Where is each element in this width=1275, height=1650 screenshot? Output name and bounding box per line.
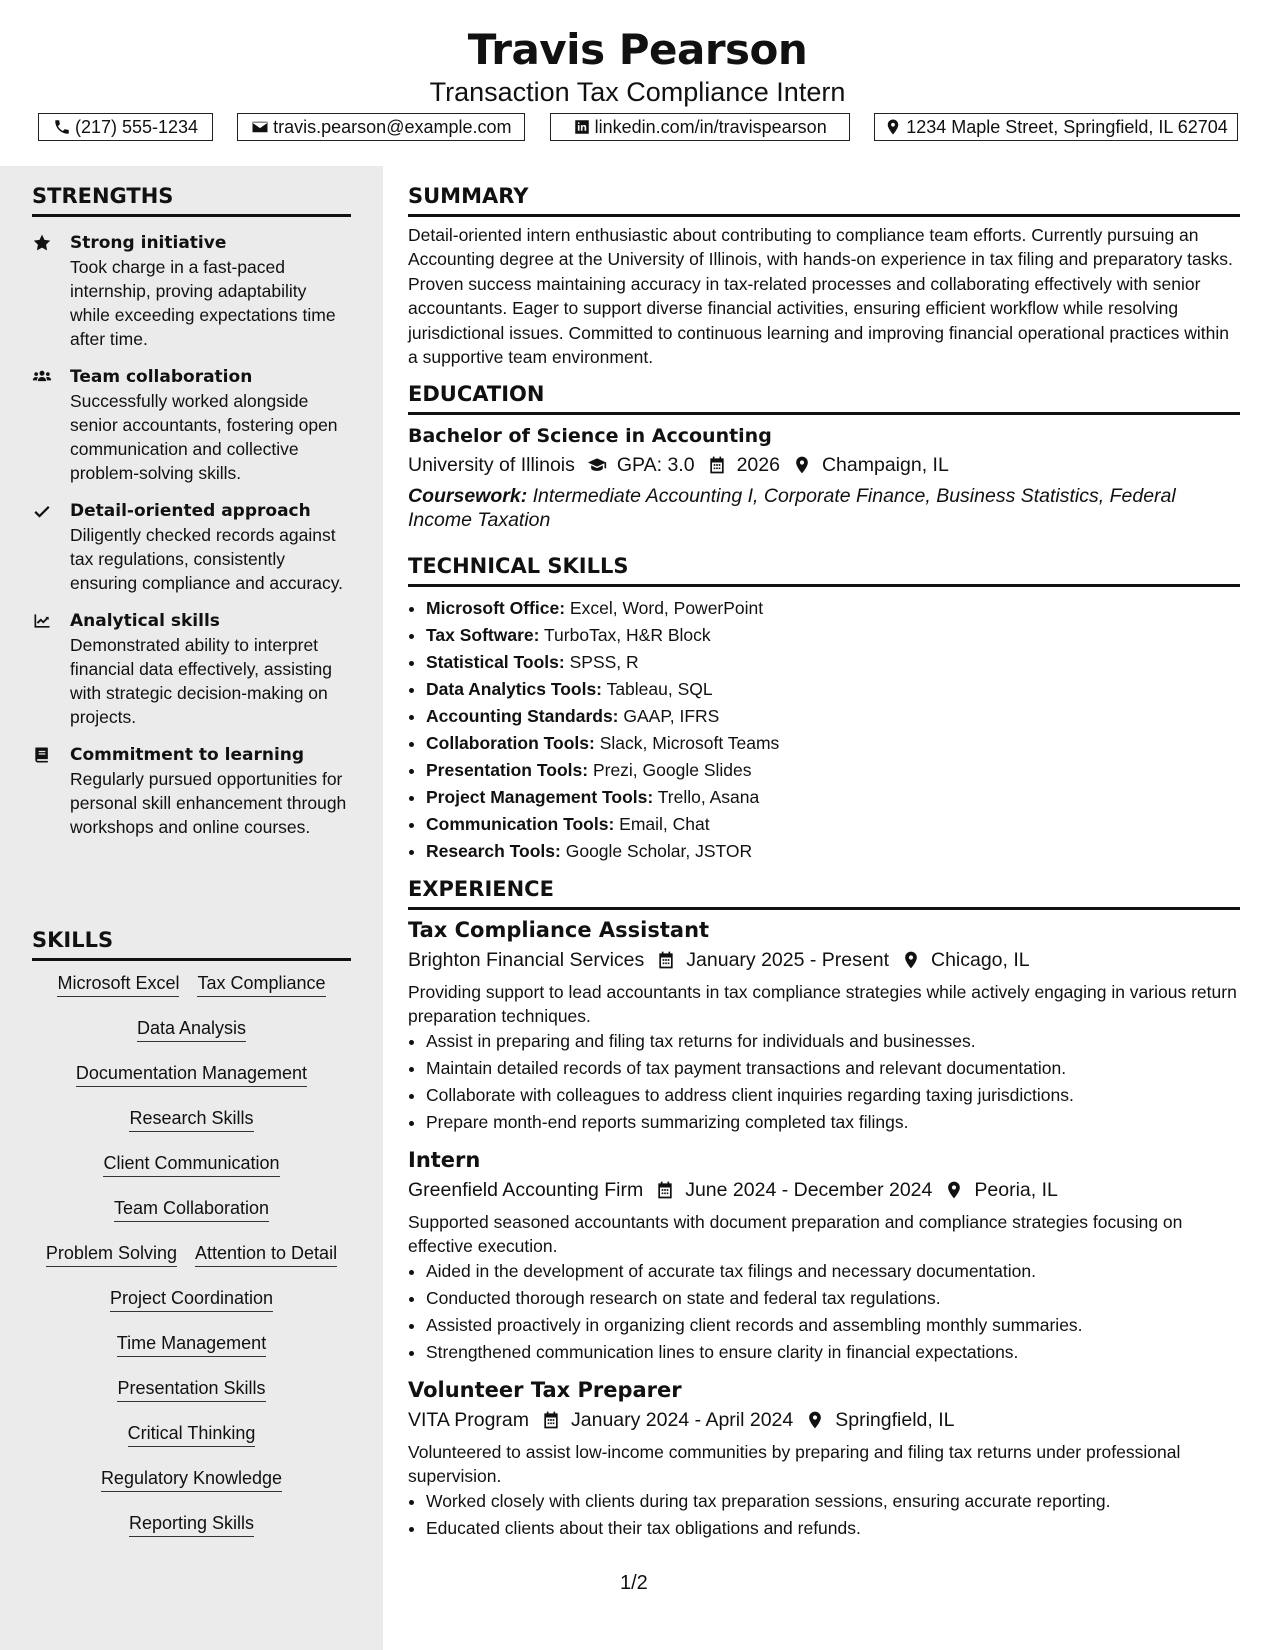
strengths-section [32, 182, 351, 839]
list-item: • Aided in the development of accurate tax filings and necessary documentation. [426, 1258, 1240, 1285]
list-item: • Assist in preparing and filing tax returns for individuals and businesses. [426, 1028, 1240, 1055]
skill-tag: Presentation Skills [117, 1376, 265, 1402]
contact-email[interactable] [237, 113, 525, 141]
strength-title: Detail-oriented approach [70, 501, 311, 521]
list-item [426, 622, 1240, 649]
tech-skill-label: Project Management Tools: [426, 787, 654, 808]
map-pin-icon [884, 118, 902, 136]
skill-tag: Project Coordination [110, 1286, 273, 1312]
experience-section [408, 875, 1240, 1542]
coursework-list: Intermediate Accounting I, Corporate Finance, Business Statistics, Federal Income Taxation [408, 485, 1176, 532]
phone-icon [53, 118, 71, 136]
book-icon [32, 745, 52, 765]
skills-list [32, 971, 351, 1556]
strength-item [32, 231, 351, 351]
list-item [426, 784, 1240, 811]
skill-tag: Reporting Skills [129, 1511, 254, 1537]
map-pin-icon [944, 1180, 964, 1200]
job-description: Providing support to lead accountants in tax compliance strategies while actively engaging in various return preparation techniques. [408, 982, 1237, 1027]
contact-address[interactable] [874, 113, 1238, 141]
skill-tag: Client Communication [103, 1151, 279, 1177]
strength-item [32, 743, 351, 839]
education-section [408, 380, 1240, 532]
skill-tag: Tax Compliance [197, 971, 325, 997]
tech-skill-label: Presentation Tools: [426, 760, 589, 781]
page-number: 1/2 [620, 1572, 648, 1594]
list-item [426, 649, 1240, 676]
sidebar [0, 166, 383, 1650]
candidate-title: Transaction Tax Compliance Intern [429, 77, 846, 107]
tech-skill-label: Communication Tools: [426, 814, 615, 835]
job-entry [408, 1146, 1240, 1366]
list-item: • Educated clients about their tax obligations and refunds. [426, 1515, 1240, 1542]
job-bullets [408, 1488, 1240, 1542]
graduation-cap-icon [587, 455, 607, 475]
strength-item [32, 609, 351, 729]
map-pin-icon [792, 455, 812, 475]
job-title: Volunteer Tax Preparer [408, 1378, 682, 1403]
company-name: Brighton Financial Services [408, 949, 645, 972]
school-location: Champaign, IL [821, 454, 949, 477]
contact-linkedin-text: linkedin.com/in/travispearson [594, 116, 827, 137]
skill-tag: Research Skills [129, 1106, 253, 1132]
school-name: University of Illinois [408, 454, 575, 477]
strength-desc: Took charge in a fast-paced internship, proving adaptability while exceeding expectations time after time. [70, 257, 336, 349]
strength-title: Analytical skills [70, 611, 220, 631]
strength-title: Commitment to learning [70, 745, 305, 765]
tech-skill-value: SPSS, R [569, 652, 639, 673]
technical-skills-list [408, 595, 1240, 865]
skill-tag: Documentation Management [76, 1061, 307, 1087]
job-dates: June 2024 - December 2024 [685, 1179, 933, 1202]
experience-heading: EXPERIENCE [408, 875, 1240, 910]
education-meta [408, 449, 1240, 481]
tech-skill-label: Data Analytics Tools: [426, 679, 603, 700]
strength-item [32, 365, 351, 485]
tech-skill-label: Microsoft Office: [426, 598, 566, 619]
main-column [408, 166, 1240, 1542]
list-item: • Assisted proactively in organizing client records and assembling monthly summaries. [426, 1312, 1240, 1339]
check-icon [32, 501, 52, 521]
technical-skills-section [408, 552, 1240, 865]
strength-item [32, 499, 351, 595]
contact-phone-text: (217) 555-1234 [74, 116, 199, 137]
graduation-year: 2026 [736, 454, 780, 477]
coursework [408, 484, 1240, 532]
summary-section [408, 182, 1240, 369]
skill-tag: Problem Solving [46, 1241, 177, 1267]
calendar-icon [655, 1180, 675, 1200]
skill-tag: Team Collaboration [114, 1196, 269, 1222]
list-item [426, 595, 1240, 622]
job-dates: January 2025 - Present [686, 949, 889, 972]
tech-skill-value: Excel, Word, PowerPoint [569, 598, 764, 619]
chart-line-icon [32, 611, 52, 631]
map-pin-icon [805, 1410, 825, 1430]
skill-tag: Time Management [117, 1331, 266, 1357]
company-name: VITA Program [408, 1409, 530, 1432]
tech-skill-value: TurboTax, H&R Block [544, 625, 711, 646]
tech-skill-label: Accounting Standards: [426, 706, 619, 727]
skill-tag: Critical Thinking [128, 1421, 256, 1447]
map-pin-icon [901, 950, 921, 970]
job-title: Tax Compliance Assistant [408, 918, 710, 943]
list-item [426, 676, 1240, 703]
list-item [426, 838, 1240, 865]
contact-linkedin[interactable] [550, 113, 850, 141]
summary-text: Detail-oriented intern enthusiastic about contributing to compliance team efforts. Currently pursuing an Accounting degree at the University of Illinois, with hands-on experience in tax filing and preparatory tasks. Proven success maintaining accuracy in tax-related processes and collaborating effectively with senior accountants. Eager to support diverse financial activities, ensuring efficient workflow while resolving jurisdictional issues. Committed to continuous learning and improving financial operational practices within a supportive team environment. [408, 225, 1233, 368]
job-meta [408, 944, 1240, 976]
star-icon [32, 233, 52, 253]
tech-skill-label: Statistical Tools: [426, 652, 565, 673]
list-item [426, 730, 1240, 757]
tech-skill-label: Tax Software: [426, 625, 540, 646]
calendar-icon [707, 455, 727, 475]
users-icon [32, 367, 52, 387]
skills-section [32, 926, 351, 1556]
job-location: Chicago, IL [930, 949, 1030, 972]
gpa: GPA: 3.0 [616, 454, 695, 477]
calendar-icon [656, 950, 676, 970]
tech-skill-value: Slack, Microsoft Teams [599, 733, 780, 754]
skill-tag: Regulatory Knowledge [101, 1466, 282, 1492]
tech-skill-label: Collaboration Tools: [426, 733, 595, 754]
tech-skill-value: Prezi, Google Slides [592, 760, 752, 781]
skill-tag: Data Analysis [137, 1016, 246, 1042]
job-bullets [408, 1028, 1240, 1136]
strength-desc: Regularly pursued opportunities for personal skill enhancement through workshops and online courses. [70, 769, 347, 837]
job-location: Springfield, IL [835, 1409, 955, 1432]
degree-title: Bachelor of Science in Accounting [408, 425, 772, 448]
list-item: • Collaborate with colleagues to address client inquiries regarding taxing jurisdictions. [426, 1082, 1240, 1109]
job-entry [408, 1376, 1240, 1542]
strength-desc: Successfully worked alongside senior accountants, fostering open communication and collective problem-solving skills. [70, 391, 338, 483]
skills-heading: SKILLS [32, 926, 351, 961]
strength-title: Team collaboration [70, 367, 253, 387]
linkedin-icon [573, 118, 591, 136]
technical-skills-heading: TECHNICAL SKILLS [408, 552, 1240, 587]
contact-email-text: travis.pearson@example.com [273, 116, 512, 137]
strength-desc: Demonstrated ability to interpret financial data effectively, assisting with strategic decision-making on projects. [70, 635, 332, 727]
candidate-name: Travis Pearson [467, 25, 808, 74]
list-item [426, 757, 1240, 784]
skill-tag: Attention to Detail [195, 1241, 337, 1267]
tech-skill-label: Research Tools: [426, 841, 561, 862]
job-entry [408, 916, 1240, 1136]
envelope-icon [251, 118, 269, 136]
list-item: • Worked closely with clients during tax preparation sessions, ensuring accurate reporting. [426, 1488, 1240, 1515]
tech-skill-value: Trello, Asana [657, 787, 760, 808]
education-heading: EDUCATION [408, 380, 1240, 415]
tech-skill-value: Google Scholar, JSTOR [565, 841, 753, 862]
job-title: Intern [408, 1148, 481, 1173]
strength-title: Strong initiative [70, 233, 227, 253]
list-item: • Conducted thorough research on state and federal tax regulations. [426, 1285, 1240, 1312]
list-item [426, 811, 1240, 838]
tech-skill-value: Tableau, SQL [606, 679, 713, 700]
strengths-heading: STRENGTHS [32, 182, 351, 217]
list-item: • Prepare month-end reports summarizing completed tax filings. [426, 1109, 1240, 1136]
job-dates: January 2024 - April 2024 [571, 1409, 794, 1432]
list-item [426, 703, 1240, 730]
skill-tag: Microsoft Excel [57, 971, 179, 997]
list-item: • Maintain detailed records of tax payment transactions and relevant documentation. [426, 1055, 1240, 1082]
job-bullets [408, 1258, 1240, 1366]
job-location: Peoria, IL [974, 1179, 1058, 1202]
strength-desc: Diligently checked records against tax regulations, consistently ensuring compliance and accuracy. [70, 525, 344, 593]
job-description: Volunteered to assist low-income communities by preparing and filing tax returns under professional supervision. [408, 1442, 1181, 1487]
job-meta [408, 1404, 1240, 1436]
calendar-icon [541, 1410, 561, 1430]
summary-heading: SUMMARY [408, 182, 1240, 217]
company-name: Greenfield Accounting Firm [408, 1179, 644, 1202]
tech-skill-value: GAAP, IFRS [623, 706, 720, 727]
job-meta [408, 1174, 1240, 1206]
contact-bar [38, 113, 1238, 145]
contact-address-text: 1234 Maple Street, Springfield, IL 62704 [906, 116, 1228, 137]
job-description: Supported seasoned accountants with document preparation and compliance strategies focusing on effective execution. [408, 1212, 1183, 1257]
resume-header [0, 0, 1275, 108]
tech-skill-value: Email, Chat [619, 814, 710, 835]
coursework-label: Coursework: [408, 485, 528, 508]
contact-phone[interactable] [38, 113, 213, 141]
list-item: • Strengthened communication lines to ensure clarity in financial expectations. [426, 1339, 1240, 1366]
